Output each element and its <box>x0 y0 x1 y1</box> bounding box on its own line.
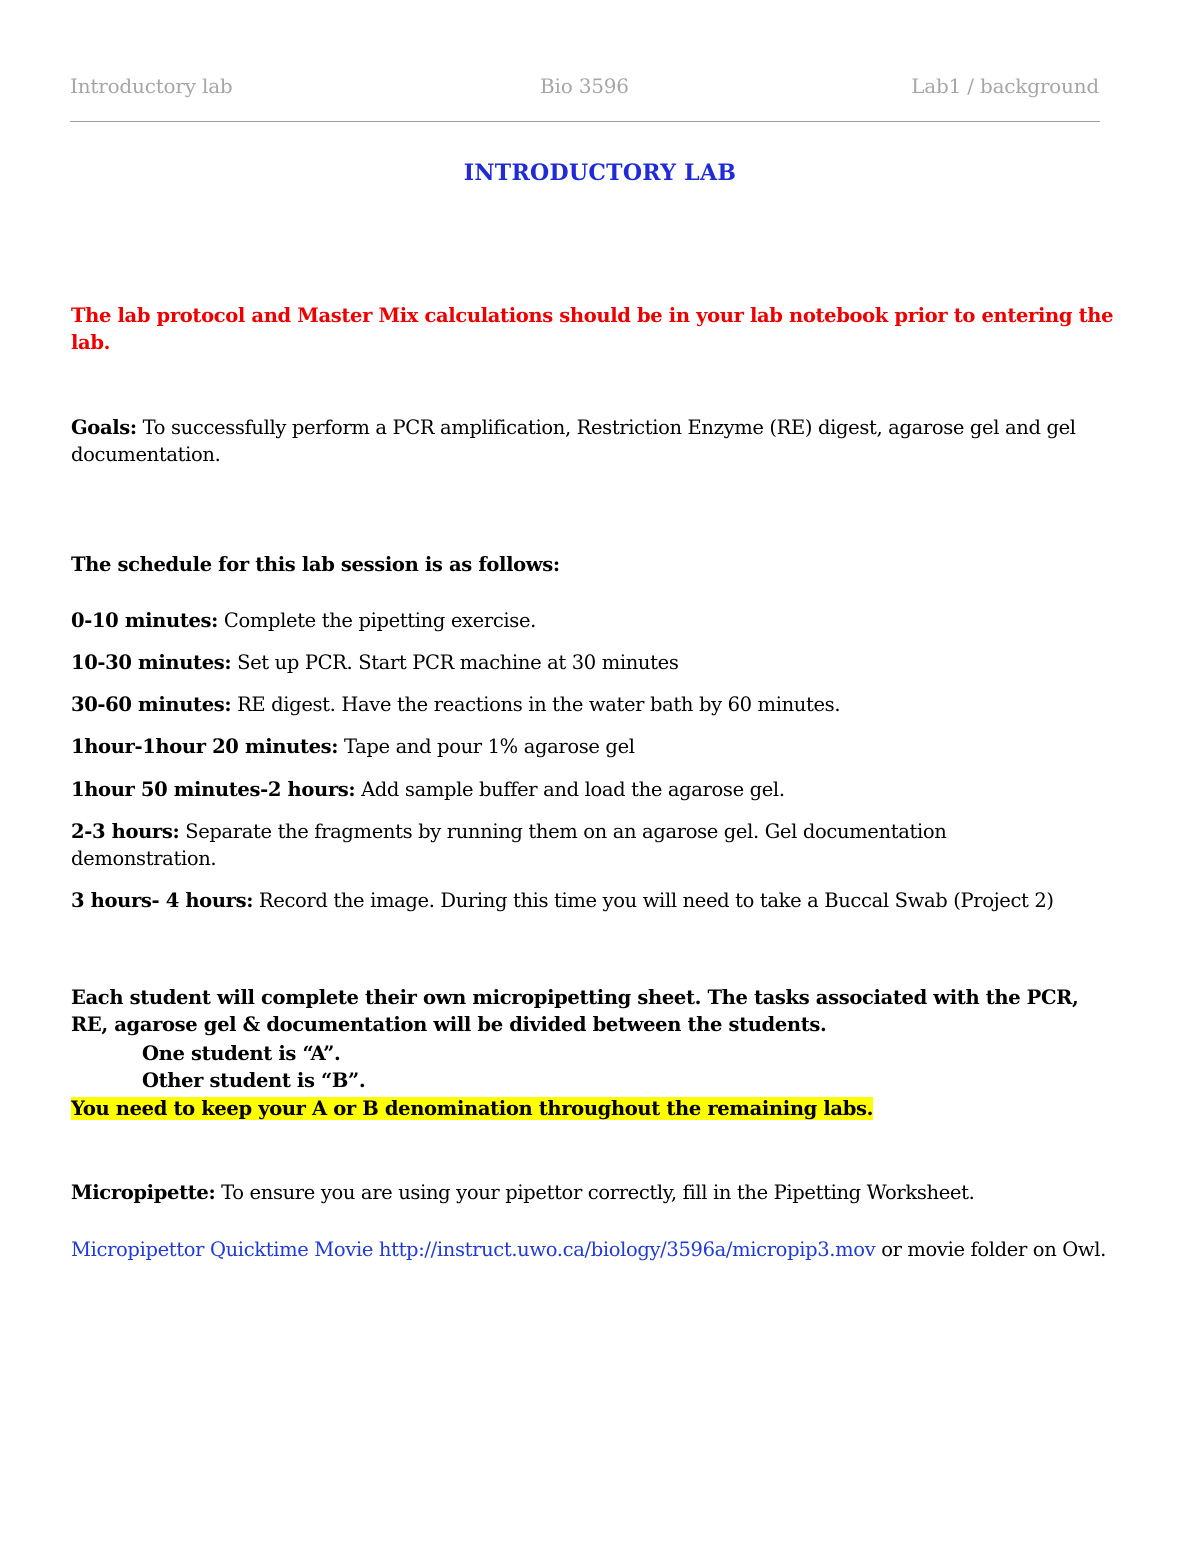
schedule-time: 1hour-1hour 20 minutes: <box>71 735 339 758</box>
goals-paragraph <box>71 414 1133 468</box>
students-intro: Each student will complete their own micropipetting sheet. The tasks associated with the PCR, RE, agarose gel & documentation will be divided between the students. <box>71 986 1079 1036</box>
schedule-time: 2-3 hours: <box>71 820 180 843</box>
micropipette-label: Micropipette: <box>71 1181 216 1204</box>
header-center: Bio 3596 <box>540 74 629 98</box>
movie-link[interactable]: Micropipettor Quicktime Movie http://instruct.uwo.ca/biology/3596a/micropip3.mov <box>71 1238 876 1261</box>
schedule-item-5 <box>71 776 1133 803</box>
movie-suffix: or movie folder on Owl. <box>875 1238 1106 1261</box>
schedule-heading <box>71 551 1133 578</box>
schedule-time: 10-30 minutes: <box>71 651 232 674</box>
schedule-item-1 <box>71 607 1133 634</box>
schedule-item-3 <box>71 691 1133 718</box>
prelab-warning: The lab protocol and Master Mix calculations should be in your lab notebook prior to entering the lab. <box>71 304 1114 354</box>
schedule-task: Separate the fragments by running them on an agarose gel. Gel documentation demonstration. <box>71 820 947 870</box>
goals-label: Goals: <box>71 416 137 439</box>
schedule-task: Complete the pipetting exercise. <box>218 609 536 632</box>
denomination-note <box>71 1095 1133 1122</box>
schedule-heading-text: The schedule for this lab session is as follows: <box>71 553 560 576</box>
schedule-time: 30-60 minutes: <box>71 693 232 716</box>
schedule-task: Tape and pour 1% agarose gel <box>338 735 635 758</box>
page-title: INTRODUCTORY LAB <box>463 160 737 186</box>
schedule-time: 1hour 50 minutes-2 hours: <box>71 778 356 801</box>
header-left: Introductory lab <box>70 74 233 98</box>
schedule-task: Add sample buffer and load the agarose gel. <box>355 778 785 801</box>
schedule-time: 0-10 minutes: <box>71 609 219 632</box>
schedule-task: RE digest. Have the reactions in the water bath by 60 minutes. <box>231 693 841 716</box>
schedule-time: 3 hours- 4 hours: <box>71 889 254 912</box>
schedule-task: Record the image. During this time you will need to take a Buccal Swab (Project 2) <box>253 889 1054 912</box>
student-b-line: Other student is “B”. <box>142 1069 366 1092</box>
goals-text: To successfully perform a PCR amplification, Restriction Enzyme (RE) digest, agarose gel and gel documentation. <box>71 416 1076 466</box>
schedule-item-7 <box>71 887 1133 914</box>
header-right: Lab1 / background <box>911 74 1099 98</box>
micropipette-text: To ensure you are using your pipettor correctly, fill in the Pipetting Worksheet. <box>215 1181 975 1204</box>
header-rule <box>70 121 1100 122</box>
schedule-task: Set up PCR. Start PCR machine at 30 minutes <box>231 651 679 674</box>
schedule-item-6 <box>71 818 1001 872</box>
schedule-item-4 <box>71 733 1133 760</box>
schedule-item-2 <box>71 649 1133 676</box>
highlighted-text: You need to keep your A or B denomination throughout the remaining labs. <box>71 1097 874 1120</box>
micropipette-paragraph <box>71 1179 1133 1206</box>
movie-paragraph <box>71 1236 1111 1263</box>
student-a-line: One student is “A”. <box>142 1042 341 1065</box>
